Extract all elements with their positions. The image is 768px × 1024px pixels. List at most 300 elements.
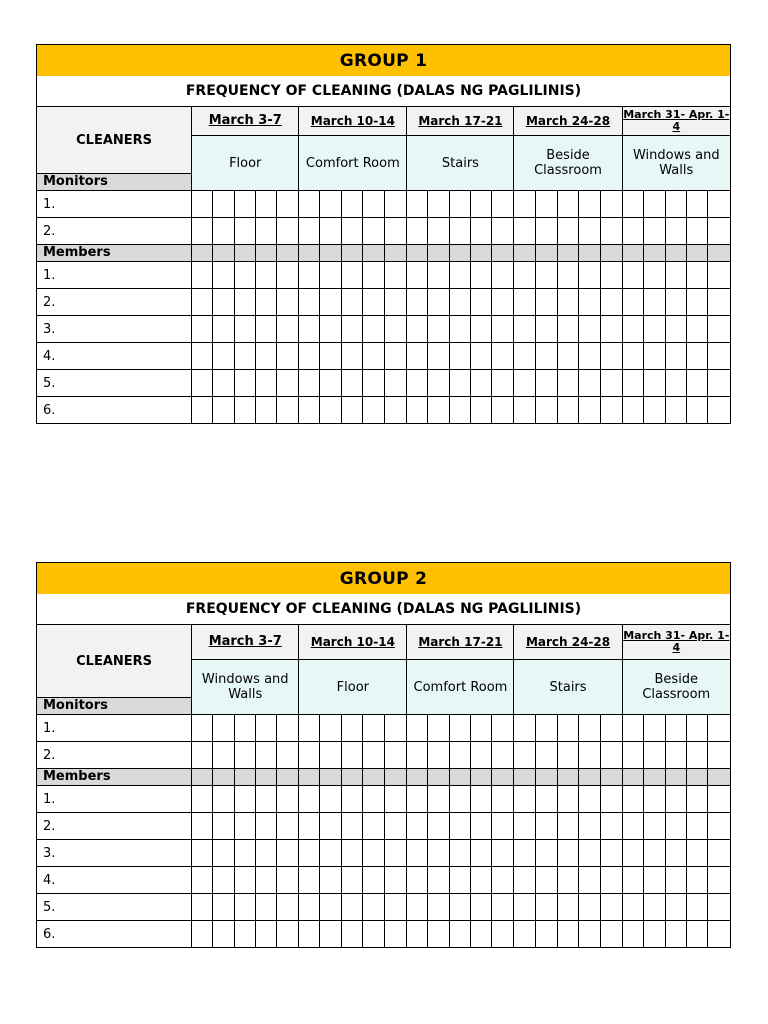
checkbox-cell[interactable] <box>686 742 707 769</box>
checkbox-cell[interactable] <box>235 786 256 813</box>
checkbox-cell[interactable] <box>578 715 600 742</box>
checkbox-cell[interactable] <box>665 397 686 424</box>
checkbox-cell[interactable] <box>320 786 342 813</box>
checkbox-cell[interactable] <box>256 894 277 921</box>
checkbox-cell[interactable] <box>600 218 622 245</box>
checkbox-cell[interactable] <box>450 840 471 867</box>
checkbox-cell[interactable] <box>707 191 730 218</box>
checkbox-cell[interactable] <box>256 262 277 289</box>
checkbox-cell[interactable] <box>450 894 471 921</box>
checkbox-cell[interactable] <box>277 316 299 343</box>
checkbox-cell[interactable] <box>492 742 514 769</box>
checkbox-cell[interactable] <box>686 921 707 948</box>
checkbox-cell[interactable] <box>299 742 320 769</box>
checkbox-cell[interactable] <box>578 813 600 840</box>
checkbox-cell[interactable] <box>407 894 428 921</box>
checkbox-cell[interactable] <box>342 742 363 769</box>
checkbox-cell[interactable] <box>450 715 471 742</box>
checkbox-cell[interactable] <box>665 786 686 813</box>
checkbox-cell[interactable] <box>707 262 730 289</box>
checkbox-cell[interactable] <box>471 218 492 245</box>
checkbox-cell[interactable] <box>213 191 235 218</box>
checkbox-cell[interactable] <box>557 397 578 424</box>
checkbox-cell[interactable] <box>385 742 407 769</box>
checkbox-cell[interactable] <box>707 370 730 397</box>
checkbox-cell[interactable] <box>213 316 235 343</box>
checkbox-cell[interactable] <box>299 813 320 840</box>
checkbox-cell[interactable] <box>622 715 643 742</box>
checkbox-cell[interactable] <box>363 397 385 424</box>
checkbox-cell[interactable] <box>213 786 235 813</box>
checkbox-cell[interactable] <box>622 289 643 316</box>
checkbox-cell[interactable] <box>450 921 471 948</box>
checkbox-cell[interactable] <box>707 894 730 921</box>
checkbox-cell[interactable] <box>235 397 256 424</box>
checkbox-cell[interactable] <box>320 262 342 289</box>
checkbox-cell[interactable] <box>320 715 342 742</box>
checkbox-cell[interactable] <box>707 316 730 343</box>
checkbox-cell[interactable] <box>428 786 450 813</box>
checkbox-cell[interactable] <box>235 218 256 245</box>
checkbox-cell[interactable] <box>363 921 385 948</box>
checkbox-cell[interactable] <box>578 397 600 424</box>
checkbox-cell[interactable] <box>578 218 600 245</box>
checkbox-cell[interactable] <box>707 813 730 840</box>
checkbox-cell[interactable] <box>600 370 622 397</box>
checkbox-cell[interactable] <box>471 921 492 948</box>
checkbox-cell[interactable] <box>471 715 492 742</box>
checkbox-cell[interactable] <box>407 840 428 867</box>
checkbox-cell[interactable] <box>213 840 235 867</box>
checkbox-cell[interactable] <box>600 715 622 742</box>
checkbox-cell[interactable] <box>535 840 557 867</box>
checkbox-cell[interactable] <box>342 921 363 948</box>
checkbox-cell[interactable] <box>363 840 385 867</box>
checkbox-cell[interactable] <box>557 840 578 867</box>
checkbox-cell[interactable] <box>535 218 557 245</box>
checkbox-cell[interactable] <box>363 813 385 840</box>
checkbox-cell[interactable] <box>192 191 213 218</box>
checkbox-cell[interactable] <box>192 218 213 245</box>
checkbox-cell[interactable] <box>192 786 213 813</box>
checkbox-cell[interactable] <box>643 262 665 289</box>
checkbox-cell[interactable] <box>450 343 471 370</box>
checkbox-cell[interactable] <box>385 343 407 370</box>
checkbox-cell[interactable] <box>643 742 665 769</box>
checkbox-cell[interactable] <box>514 370 535 397</box>
checkbox-cell[interactable] <box>665 742 686 769</box>
checkbox-cell[interactable] <box>277 343 299 370</box>
checkbox-cell[interactable] <box>578 191 600 218</box>
checkbox-cell[interactable] <box>363 370 385 397</box>
checkbox-cell[interactable] <box>622 786 643 813</box>
checkbox-cell[interactable] <box>428 262 450 289</box>
checkbox-cell[interactable] <box>450 867 471 894</box>
checkbox-cell[interactable] <box>213 262 235 289</box>
checkbox-cell[interactable] <box>277 742 299 769</box>
checkbox-cell[interactable] <box>686 715 707 742</box>
checkbox-cell[interactable] <box>471 840 492 867</box>
checkbox-cell[interactable] <box>235 894 256 921</box>
checkbox-cell[interactable] <box>492 343 514 370</box>
checkbox-cell[interactable] <box>514 840 535 867</box>
checkbox-cell[interactable] <box>578 262 600 289</box>
checkbox-cell[interactable] <box>600 813 622 840</box>
checkbox-cell[interactable] <box>707 921 730 948</box>
checkbox-cell[interactable] <box>665 894 686 921</box>
checkbox-cell[interactable] <box>665 218 686 245</box>
checkbox-cell[interactable] <box>320 218 342 245</box>
checkbox-cell[interactable] <box>514 715 535 742</box>
checkbox-cell[interactable] <box>514 786 535 813</box>
checkbox-cell[interactable] <box>320 343 342 370</box>
checkbox-cell[interactable] <box>256 343 277 370</box>
checkbox-cell[interactable] <box>665 813 686 840</box>
checkbox-cell[interactable] <box>320 742 342 769</box>
checkbox-cell[interactable] <box>385 867 407 894</box>
checkbox-cell[interactable] <box>299 343 320 370</box>
checkbox-cell[interactable] <box>428 397 450 424</box>
checkbox-cell[interactable] <box>600 894 622 921</box>
checkbox-cell[interactable] <box>385 289 407 316</box>
checkbox-cell[interactable] <box>450 218 471 245</box>
checkbox-cell[interactable] <box>299 894 320 921</box>
checkbox-cell[interactable] <box>471 191 492 218</box>
checkbox-cell[interactable] <box>471 742 492 769</box>
checkbox-cell[interactable] <box>643 867 665 894</box>
checkbox-cell[interactable] <box>665 316 686 343</box>
checkbox-cell[interactable] <box>256 370 277 397</box>
checkbox-cell[interactable] <box>213 813 235 840</box>
checkbox-cell[interactable] <box>277 840 299 867</box>
checkbox-cell[interactable] <box>428 289 450 316</box>
checkbox-cell[interactable] <box>320 894 342 921</box>
checkbox-cell[interactable] <box>363 715 385 742</box>
checkbox-cell[interactable] <box>256 742 277 769</box>
checkbox-cell[interactable] <box>707 742 730 769</box>
checkbox-cell[interactable] <box>622 218 643 245</box>
checkbox-cell[interactable] <box>578 840 600 867</box>
checkbox-cell[interactable] <box>471 370 492 397</box>
checkbox-cell[interactable] <box>686 262 707 289</box>
checkbox-cell[interactable] <box>535 397 557 424</box>
checkbox-cell[interactable] <box>686 397 707 424</box>
checkbox-cell[interactable] <box>342 316 363 343</box>
checkbox-cell[interactable] <box>471 867 492 894</box>
checkbox-cell[interactable] <box>299 316 320 343</box>
checkbox-cell[interactable] <box>643 921 665 948</box>
checkbox-cell[interactable] <box>557 370 578 397</box>
checkbox-cell[interactable] <box>320 921 342 948</box>
checkbox-cell[interactable] <box>492 397 514 424</box>
checkbox-cell[interactable] <box>492 813 514 840</box>
checkbox-cell[interactable] <box>363 343 385 370</box>
checkbox-cell[interactable] <box>578 921 600 948</box>
checkbox-cell[interactable] <box>471 786 492 813</box>
checkbox-cell[interactable] <box>407 813 428 840</box>
checkbox-cell[interactable] <box>277 921 299 948</box>
checkbox-cell[interactable] <box>385 316 407 343</box>
checkbox-cell[interactable] <box>363 742 385 769</box>
checkbox-cell[interactable] <box>557 742 578 769</box>
checkbox-cell[interactable] <box>643 894 665 921</box>
checkbox-cell[interactable] <box>450 262 471 289</box>
checkbox-cell[interactable] <box>492 316 514 343</box>
checkbox-cell[interactable] <box>622 191 643 218</box>
checkbox-cell[interactable] <box>407 191 428 218</box>
checkbox-cell[interactable] <box>363 867 385 894</box>
checkbox-cell[interactable] <box>622 921 643 948</box>
checkbox-cell[interactable] <box>665 370 686 397</box>
checkbox-cell[interactable] <box>192 715 213 742</box>
checkbox-cell[interactable] <box>686 813 707 840</box>
checkbox-cell[interactable] <box>428 218 450 245</box>
checkbox-cell[interactable] <box>256 289 277 316</box>
checkbox-cell[interactable] <box>492 786 514 813</box>
checkbox-cell[interactable] <box>342 715 363 742</box>
checkbox-cell[interactable] <box>277 370 299 397</box>
checkbox-cell[interactable] <box>707 786 730 813</box>
checkbox-cell[interactable] <box>622 370 643 397</box>
checkbox-cell[interactable] <box>643 343 665 370</box>
checkbox-cell[interactable] <box>342 218 363 245</box>
checkbox-cell[interactable] <box>578 343 600 370</box>
checkbox-cell[interactable] <box>428 742 450 769</box>
checkbox-cell[interactable] <box>686 218 707 245</box>
checkbox-cell[interactable] <box>643 289 665 316</box>
checkbox-cell[interactable] <box>342 289 363 316</box>
checkbox-cell[interactable] <box>256 218 277 245</box>
checkbox-cell[interactable] <box>277 397 299 424</box>
checkbox-cell[interactable] <box>707 867 730 894</box>
checkbox-cell[interactable] <box>622 840 643 867</box>
checkbox-cell[interactable] <box>299 262 320 289</box>
checkbox-cell[interactable] <box>450 191 471 218</box>
checkbox-cell[interactable] <box>235 316 256 343</box>
checkbox-cell[interactable] <box>407 370 428 397</box>
checkbox-cell[interactable] <box>299 715 320 742</box>
checkbox-cell[interactable] <box>514 894 535 921</box>
checkbox-cell[interactable] <box>557 343 578 370</box>
checkbox-cell[interactable] <box>643 191 665 218</box>
checkbox-cell[interactable] <box>213 397 235 424</box>
checkbox-cell[interactable] <box>557 894 578 921</box>
checkbox-cell[interactable] <box>492 289 514 316</box>
checkbox-cell[interactable] <box>407 343 428 370</box>
checkbox-cell[interactable] <box>686 786 707 813</box>
checkbox-cell[interactable] <box>428 921 450 948</box>
checkbox-cell[interactable] <box>514 921 535 948</box>
checkbox-cell[interactable] <box>213 343 235 370</box>
checkbox-cell[interactable] <box>622 343 643 370</box>
checkbox-cell[interactable] <box>622 262 643 289</box>
checkbox-cell[interactable] <box>342 840 363 867</box>
checkbox-cell[interactable] <box>578 867 600 894</box>
checkbox-cell[interactable] <box>320 813 342 840</box>
checkbox-cell[interactable] <box>385 715 407 742</box>
checkbox-cell[interactable] <box>535 894 557 921</box>
checkbox-cell[interactable] <box>277 191 299 218</box>
checkbox-cell[interactable] <box>235 343 256 370</box>
checkbox-cell[interactable] <box>428 343 450 370</box>
checkbox-cell[interactable] <box>686 840 707 867</box>
checkbox-cell[interactable] <box>213 742 235 769</box>
checkbox-cell[interactable] <box>665 191 686 218</box>
checkbox-cell[interactable] <box>428 316 450 343</box>
checkbox-cell[interactable] <box>277 894 299 921</box>
checkbox-cell[interactable] <box>643 840 665 867</box>
checkbox-cell[interactable] <box>492 840 514 867</box>
checkbox-cell[interactable] <box>535 867 557 894</box>
checkbox-cell[interactable] <box>363 262 385 289</box>
checkbox-cell[interactable] <box>299 218 320 245</box>
checkbox-cell[interactable] <box>192 867 213 894</box>
checkbox-cell[interactable] <box>192 921 213 948</box>
checkbox-cell[interactable] <box>192 343 213 370</box>
checkbox-cell[interactable] <box>363 218 385 245</box>
checkbox-cell[interactable] <box>320 191 342 218</box>
checkbox-cell[interactable] <box>192 742 213 769</box>
checkbox-cell[interactable] <box>578 742 600 769</box>
checkbox-cell[interactable] <box>492 191 514 218</box>
checkbox-cell[interactable] <box>342 894 363 921</box>
checkbox-cell[interactable] <box>213 289 235 316</box>
checkbox-cell[interactable] <box>256 316 277 343</box>
checkbox-cell[interactable] <box>622 397 643 424</box>
checkbox-cell[interactable] <box>535 316 557 343</box>
checkbox-cell[interactable] <box>320 370 342 397</box>
checkbox-cell[interactable] <box>686 191 707 218</box>
checkbox-cell[interactable] <box>299 370 320 397</box>
checkbox-cell[interactable] <box>256 191 277 218</box>
checkbox-cell[interactable] <box>471 316 492 343</box>
checkbox-cell[interactable] <box>256 397 277 424</box>
checkbox-cell[interactable] <box>192 813 213 840</box>
checkbox-cell[interactable] <box>471 813 492 840</box>
checkbox-cell[interactable] <box>686 316 707 343</box>
checkbox-cell[interactable] <box>600 840 622 867</box>
checkbox-cell[interactable] <box>407 262 428 289</box>
checkbox-cell[interactable] <box>600 289 622 316</box>
checkbox-cell[interactable] <box>622 894 643 921</box>
checkbox-cell[interactable] <box>578 786 600 813</box>
checkbox-cell[interactable] <box>450 742 471 769</box>
checkbox-cell[interactable] <box>256 840 277 867</box>
checkbox-cell[interactable] <box>256 867 277 894</box>
checkbox-cell[interactable] <box>385 191 407 218</box>
checkbox-cell[interactable] <box>471 894 492 921</box>
checkbox-cell[interactable] <box>535 289 557 316</box>
checkbox-cell[interactable] <box>407 316 428 343</box>
checkbox-cell[interactable] <box>600 316 622 343</box>
checkbox-cell[interactable] <box>299 397 320 424</box>
checkbox-cell[interactable] <box>385 813 407 840</box>
checkbox-cell[interactable] <box>707 343 730 370</box>
checkbox-cell[interactable] <box>707 218 730 245</box>
checkbox-cell[interactable] <box>622 742 643 769</box>
checkbox-cell[interactable] <box>385 370 407 397</box>
checkbox-cell[interactable] <box>643 397 665 424</box>
checkbox-cell[interactable] <box>578 894 600 921</box>
checkbox-cell[interactable] <box>707 289 730 316</box>
checkbox-cell[interactable] <box>557 715 578 742</box>
checkbox-cell[interactable] <box>450 786 471 813</box>
checkbox-cell[interactable] <box>557 218 578 245</box>
checkbox-cell[interactable] <box>686 289 707 316</box>
checkbox-cell[interactable] <box>514 397 535 424</box>
checkbox-cell[interactable] <box>643 786 665 813</box>
checkbox-cell[interactable] <box>600 786 622 813</box>
checkbox-cell[interactable] <box>428 715 450 742</box>
checkbox-cell[interactable] <box>492 370 514 397</box>
checkbox-cell[interactable] <box>235 191 256 218</box>
checkbox-cell[interactable] <box>600 867 622 894</box>
checkbox-cell[interactable] <box>535 921 557 948</box>
checkbox-cell[interactable] <box>557 289 578 316</box>
checkbox-cell[interactable] <box>213 218 235 245</box>
checkbox-cell[interactable] <box>578 316 600 343</box>
checkbox-cell[interactable] <box>578 289 600 316</box>
checkbox-cell[interactable] <box>342 191 363 218</box>
checkbox-cell[interactable] <box>407 397 428 424</box>
checkbox-cell[interactable] <box>235 370 256 397</box>
checkbox-cell[interactable] <box>299 191 320 218</box>
checkbox-cell[interactable] <box>385 921 407 948</box>
checkbox-cell[interactable] <box>342 867 363 894</box>
checkbox-cell[interactable] <box>600 343 622 370</box>
checkbox-cell[interactable] <box>450 289 471 316</box>
checkbox-cell[interactable] <box>407 921 428 948</box>
checkbox-cell[interactable] <box>277 262 299 289</box>
checkbox-cell[interactable] <box>514 343 535 370</box>
checkbox-cell[interactable] <box>256 715 277 742</box>
checkbox-cell[interactable] <box>514 316 535 343</box>
checkbox-cell[interactable] <box>514 218 535 245</box>
checkbox-cell[interactable] <box>665 289 686 316</box>
checkbox-cell[interactable] <box>213 867 235 894</box>
checkbox-cell[interactable] <box>299 921 320 948</box>
checkbox-cell[interactable] <box>385 786 407 813</box>
checkbox-cell[interactable] <box>407 289 428 316</box>
checkbox-cell[interactable] <box>643 218 665 245</box>
checkbox-cell[interactable] <box>213 715 235 742</box>
checkbox-cell[interactable] <box>192 262 213 289</box>
checkbox-cell[interactable] <box>235 742 256 769</box>
checkbox-cell[interactable] <box>557 921 578 948</box>
checkbox-cell[interactable] <box>686 370 707 397</box>
checkbox-cell[interactable] <box>643 715 665 742</box>
checkbox-cell[interactable] <box>407 867 428 894</box>
checkbox-cell[interactable] <box>600 397 622 424</box>
checkbox-cell[interactable] <box>492 715 514 742</box>
checkbox-cell[interactable] <box>514 262 535 289</box>
checkbox-cell[interactable] <box>235 813 256 840</box>
checkbox-cell[interactable] <box>514 289 535 316</box>
checkbox-cell[interactable] <box>256 921 277 948</box>
checkbox-cell[interactable] <box>557 786 578 813</box>
checkbox-cell[interactable] <box>235 867 256 894</box>
checkbox-cell[interactable] <box>450 397 471 424</box>
checkbox-cell[interactable] <box>235 715 256 742</box>
checkbox-cell[interactable] <box>192 840 213 867</box>
checkbox-cell[interactable] <box>213 370 235 397</box>
checkbox-cell[interactable] <box>600 921 622 948</box>
checkbox-cell[interactable] <box>535 813 557 840</box>
checkbox-cell[interactable] <box>535 191 557 218</box>
checkbox-cell[interactable] <box>320 867 342 894</box>
checkbox-cell[interactable] <box>535 370 557 397</box>
checkbox-cell[interactable] <box>385 262 407 289</box>
